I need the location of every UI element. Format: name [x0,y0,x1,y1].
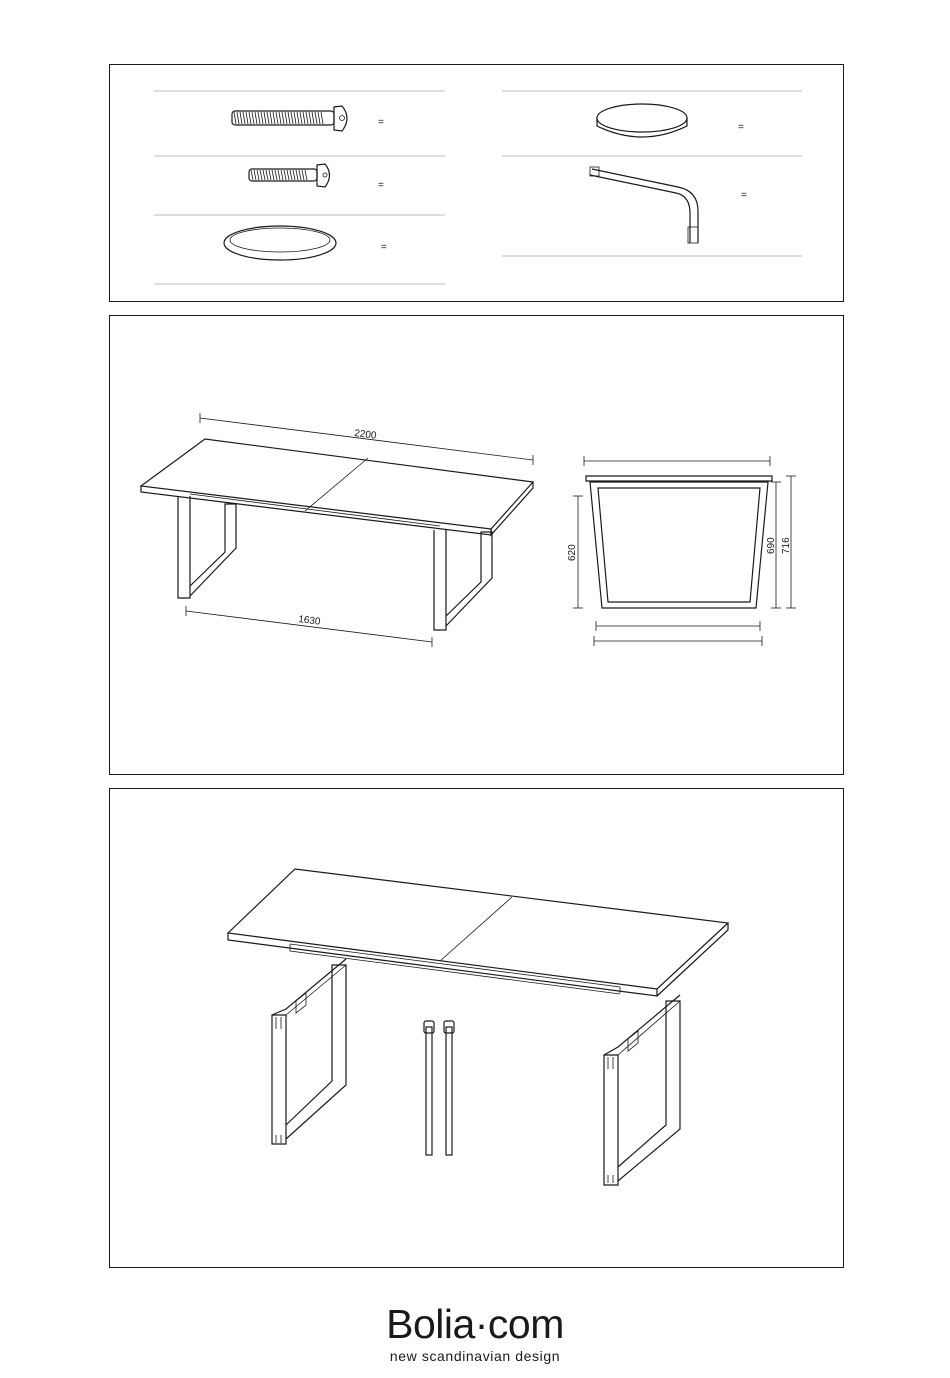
felt-pad-icon [597,104,687,137]
qty-ring-washer: = [381,242,387,253]
dimensions-panel [109,315,844,775]
assembly-panel [109,788,844,1268]
qty-long-bolt: = [378,117,384,128]
dim-length-top: 2200 [353,428,378,442]
long-bolt-icon [232,106,347,131]
allen-key-icon [590,167,698,243]
qty-short-bolt: = [378,180,384,191]
dimensions-drawing [110,316,845,776]
short-bolt-icon [249,164,330,187]
support-legs-drawing [424,1021,454,1155]
qty-felt-pad: = [738,122,744,133]
brand-logo[interactable]: Bolia·com [386,1301,564,1347]
table-perspective-drawing [141,413,533,647]
dim-height-inner: 620 [567,544,578,561]
qty-allen-key: = [741,190,747,201]
table-end-elevation-drawing [567,456,796,646]
dim-height-frame: 690 [766,537,777,554]
left-leg-frame-drawing [272,959,346,1144]
ring-washer-icon [224,226,336,260]
parts-list-drawing [110,65,845,303]
brand-tagline: new scandinavian design [389,1348,561,1364]
right-leg-frame-drawing [604,995,680,1185]
dim-length-legs: 1630 [297,614,322,628]
table-top-drawing [228,869,728,996]
assembly-drawing [110,789,845,1269]
dim-height-total: 716 [781,537,792,554]
footer [0,1300,950,1364]
parts-list-panel [109,64,844,302]
